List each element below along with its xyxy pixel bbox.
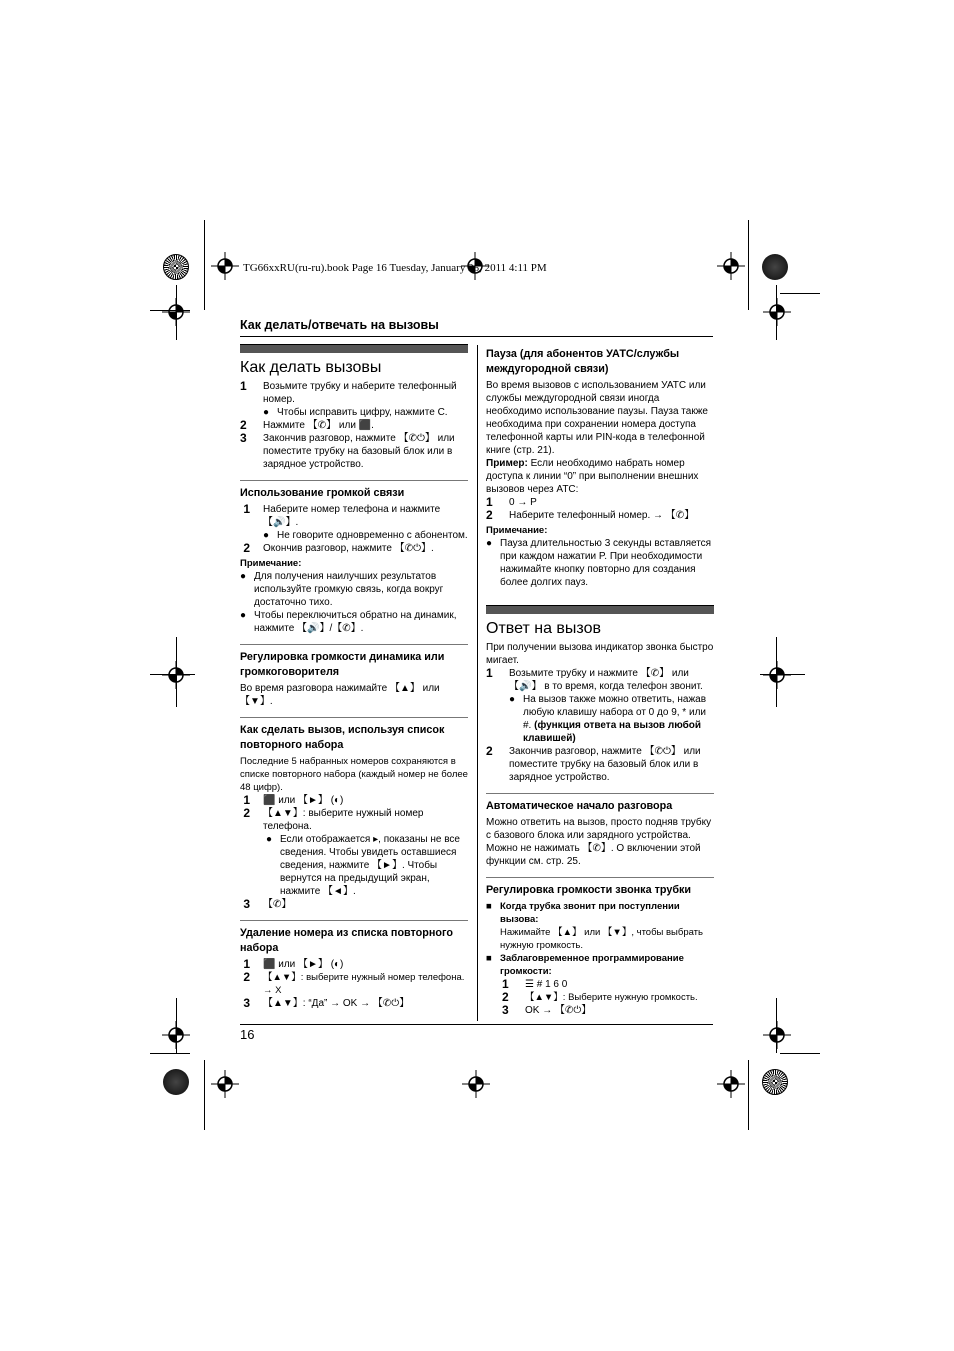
- footer-rule: [240, 1024, 713, 1025]
- registration-mark-dark: [163, 1069, 189, 1095]
- step-1: 1 0 → P: [486, 495, 537, 509]
- answer-text: При получении вызова индикатор звонка быстро мигает.: [486, 642, 714, 666]
- delete-redial-title: Удаление номера из списка повторного набора: [240, 927, 453, 954]
- section-bar: [486, 605, 714, 614]
- step-1: 1 ☰ # 1 6 0: [502, 977, 568, 991]
- divider: [240, 717, 468, 718]
- step-1: 1 Возьмите трубку и наберите телефонный номер.: [240, 379, 457, 405]
- registration-crosshair: [717, 1070, 745, 1098]
- pause-title: Пауза (для абонентов УАТС/службы междугородной связи): [486, 348, 680, 375]
- speakerphone-title: Использование громкой связи: [240, 487, 405, 499]
- registration-crosshair: [763, 1021, 791, 1049]
- step-3: 3 Закончив разговор, нажмите 【✆⏻】 или поместите трубку на базовый блок или в зарядное устройство.: [240, 431, 455, 470]
- example-text: Пример: Если необходимо набрать номер доступа к линии “0” при выполнении внешних вызовов через АТС:: [486, 458, 699, 495]
- pause-text: Во время вызовов с использованием УАТС или службы междугородной связи иногда необходимо использование паузы. Пауза также необходима при сохранении номера доступа телефонной карты или PIN-кода в телефонной книге (стр. 21).: [486, 380, 708, 456]
- note-label: Примечание:: [240, 558, 302, 569]
- registration-crosshair: [462, 1070, 490, 1098]
- registration-crosshair: [162, 298, 190, 326]
- ringer-text: Нажимайте 【▲】 или 【▼】, чтобы выбрать нужную громкость.: [500, 927, 703, 951]
- divider: [240, 644, 468, 645]
- section-bar: [240, 344, 468, 353]
- step-1: 1 Возьмите трубку и нажмите 【✆】 или 【🔊】 в то время, когда телефон звонит.: [486, 666, 703, 692]
- registration-crosshair: [717, 252, 745, 280]
- step-2: 2 【▲▼】: выберите нужный номер телефона.: [240, 806, 424, 832]
- page-number: 16: [240, 1027, 255, 1042]
- volume-text: Во время разговора нажимайте 【▲】 или 【▼】.: [240, 683, 440, 707]
- divider: [486, 877, 714, 878]
- step-1: 1 Наберите номер телефона и нажмите 【🔊】.: [240, 502, 441, 528]
- bullet: ● Не говорите одновременно с абонентом.: [263, 530, 468, 541]
- step-3: 3 【▲▼】: “Да” → OK → 【✆⏻】: [240, 996, 410, 1010]
- right-column: [486, 344, 714, 1017]
- registration-mark-dark: [762, 254, 788, 280]
- note-bullet: ● Для получения наилучших результатов используйте громкую связь, когда вокруг достаточно тихо.: [240, 571, 444, 608]
- left-column: [240, 344, 468, 1010]
- bullet: ● Если отображается ▸, показаны не все сведения. Чтобы увидеть оставшиеся сведения, нажмите 【►】. Чтобы вернутся на предыдущий экран, нажмите 【◄】.: [266, 834, 460, 897]
- registration-crosshair: [763, 298, 791, 326]
- step-1: 1 ⬛ или 【►】 (◐): [240, 957, 344, 971]
- step-2: 2 Наберите телефонный номер. → 【✆】: [486, 508, 695, 522]
- registration-mark-sunburst: [762, 1069, 788, 1095]
- step-2: 2 【▲▼】: выберите нужный номер телефона. → X: [240, 970, 465, 996]
- registration-crosshair: [763, 661, 791, 689]
- divider: [240, 480, 468, 481]
- registration-crosshair: [162, 661, 190, 689]
- column-divider: [477, 345, 478, 1021]
- step-2: 2 【▲▼】: Выберите нужную громкость.: [502, 990, 698, 1004]
- note-bullet: ● Пауза длительностью 3 секунды вставляется при каждом нажатии P. При необходимости нажимайте кнопку повторно для создания более долгих пауз.: [486, 538, 712, 588]
- header-rule: [240, 336, 713, 337]
- registration-crosshair: [211, 1070, 239, 1098]
- square-bullet: ■ Когда трубка звонит при поступлении вызова:: [486, 901, 680, 925]
- redial-title: Как сделать вызов, используя список повторного набора: [240, 724, 445, 751]
- running-head: Как делать/отвечать на вызовы: [240, 318, 439, 332]
- ringer-volume-title: Регулировка громкости звонка трубки: [486, 884, 692, 896]
- step-1: 1 ⬛ или 【►】 (◐): [240, 793, 344, 807]
- step-3: 3 【✆】: [240, 897, 292, 911]
- auto-talk-title: Автоматическое начало разговора: [486, 800, 673, 812]
- redial-text: Последние 5 набранных номеров сохраняются в списке повторного набора (каждый номер не более 48 цифр).: [240, 756, 468, 793]
- bullet: ● Чтобы исправить цифру, нажмите C.: [263, 407, 448, 418]
- registration-mark-sunburst: [163, 254, 189, 280]
- note-bullet: ● Чтобы переключиться обратно на динамик, нажмите 【🔊】/【✆】.: [240, 610, 457, 634]
- book-info-line: TG66xxRU(ru-ru).book Page 16 Tuesday, January 25, 2011 4:11 PM: [243, 262, 547, 274]
- step-2: 2 Нажмите 【✆】 или ⬛.: [240, 418, 374, 432]
- volume-title: Регулировка громкости динамика или громкоговорителя: [240, 651, 445, 678]
- section-title-answering: Ответ на вызов: [486, 620, 601, 637]
- divider: [240, 920, 468, 921]
- step-3: 3 OK → 【✆⏻】: [502, 1003, 592, 1017]
- bullet: ● На вызов также можно ответить, нажав любую клавишу набора от 0 до 9, * или #. (функция ответа на вызов любой клавишей): [509, 694, 707, 744]
- section-title-making-calls: Как делать вызовы: [240, 359, 382, 376]
- step-2: 2 Закончив разговор, нажмите 【✆⏻】 или поместите трубку на базовый блок или в зарядное устройство.: [486, 744, 701, 783]
- divider: [486, 793, 714, 794]
- step-2: 2 Окончив разговор, нажмите 【✆⏻】.: [240, 541, 434, 555]
- note-label: Примечание:: [486, 525, 548, 536]
- registration-crosshair: [162, 1021, 190, 1049]
- auto-talk-text: Можно ответить на вызов, просто подняв трубку с базового блока или зарядного устройства. Можно не нажимать 【✆】. О включении этой функции см. стр. 25.: [486, 817, 712, 867]
- registration-crosshair: [211, 252, 239, 280]
- square-bullet: ■ Заблаговременное программирование громкости:: [486, 953, 684, 977]
